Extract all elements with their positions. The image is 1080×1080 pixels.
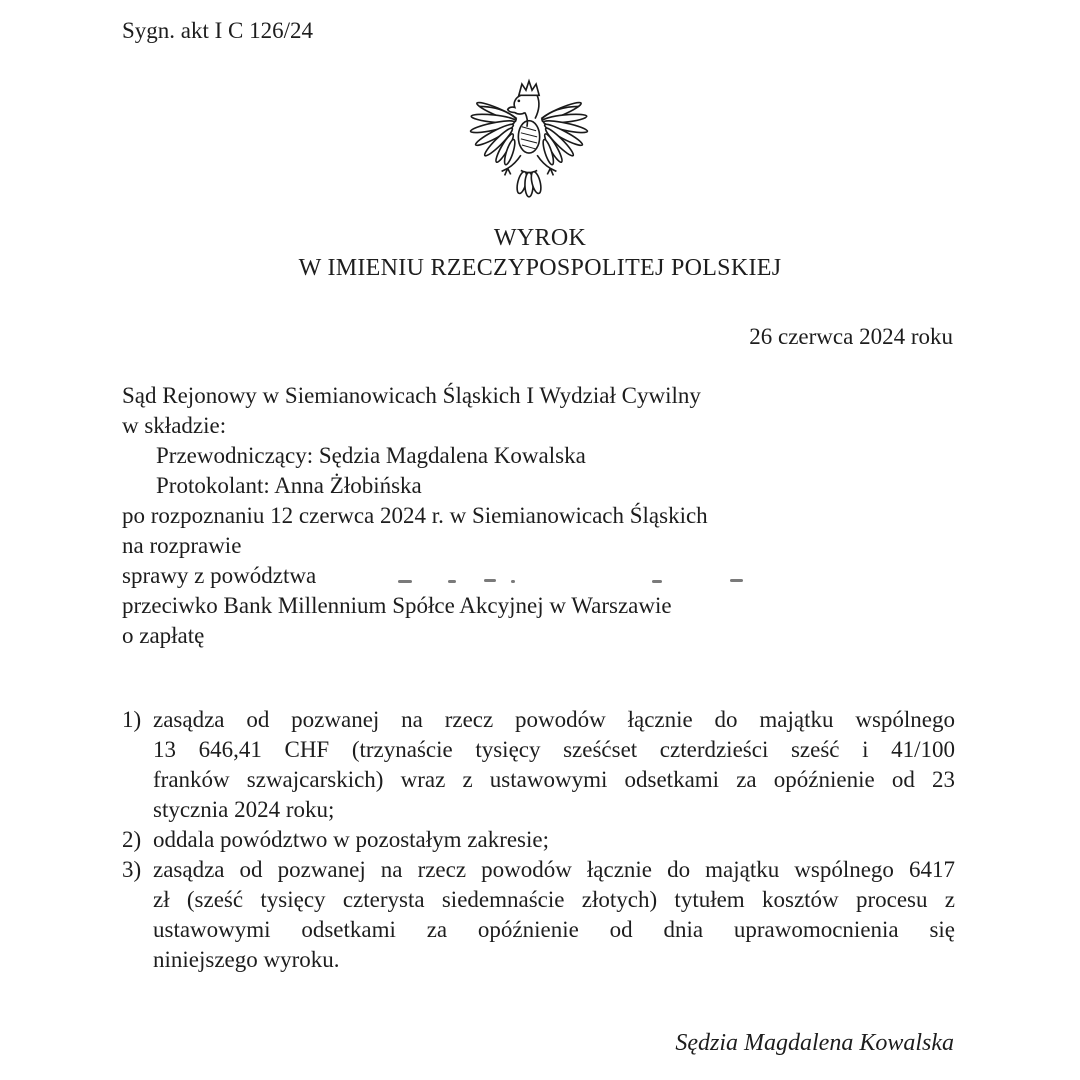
court-name: Sąd Rejonowy w Siemianowicach Śląskich I Wydział Cywilny [122,383,701,408]
ruling-line: stycznia 2024 roku; [153,797,335,822]
court-composition-block [122,381,967,651]
case-subject-line: o zapłatę [122,623,205,648]
document-subtitle: W IMIENIU RZECZYPOSPOLITEJ POLSKIEJ [298,255,782,281]
presiding-judge-line: Przewodniczący: Sędzia Magdalena Kowalska [156,443,586,468]
judgment-date: 26 czerwca 2024 roku [749,324,953,349]
ruling-line: zasądza od pozwanej na rzecz powodów łącznie do majątku wspólnego 6417 [153,857,955,882]
ruling-line: oddala powództwo w pozostałym zakresie; [153,827,549,852]
document-title: WYROK [493,225,587,251]
ruling-line: zł (sześć tysięcy czterysta siedemnaście złotych) tytułem kosztów procesu z [153,887,955,912]
ruling-item-1 [122,705,955,825]
rulings-list [122,705,955,975]
ruling-number: 3) [122,857,142,882]
ruling-line: 13 646,41 CHF (trzynaście tysięcy sześćset czterdzieści sześć i 41/100 [153,737,955,762]
court-recorder-line: Protokolant: Anna Żłobińska [156,473,422,498]
polish-eagle-emblem [462,78,596,212]
ruling-line: niniejszego wyroku. [153,947,340,972]
ruling-line: zasądza od pozwanej na rzecz powodów łącznie do majątku wspólnego [153,707,955,732]
ruling-number: 2) [122,827,142,852]
case-number: Sygn. akt I C 126/24 [122,18,314,43]
judge-signature: Sędzia Magdalena Kowalska [675,1030,954,1056]
defendant-line: przeciwko Bank Millennium Spółce Akcyjnej w Warszawie [122,593,672,618]
ruling-number: 1) [122,707,142,732]
ruling-line: ustawowymi odsetkami za opóźnienie od dnia uprawomocnienia się [153,917,955,942]
claim-intro-line: sprawy z powództwa [122,563,317,588]
hearing-date-line: po rozpoznaniu 12 czerwca 2024 r. w Siemianowicach Śląskich [122,503,708,528]
ruling-line: franków szwajcarskich) wraz z ustawowymi odsetkami za opóźnienie od 23 [153,767,955,792]
ruling-item-2 [122,825,955,855]
ruling-item-3 [122,855,955,975]
composition-label: w składzie: [122,413,227,438]
session-type-line: na rozprawie [122,533,242,558]
title-block [0,223,1080,283]
